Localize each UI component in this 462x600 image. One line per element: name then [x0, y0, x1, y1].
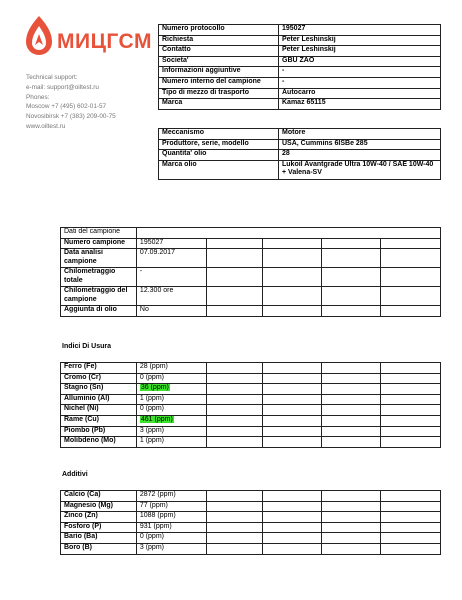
table-row	[159, 129, 441, 140]
empty-cell	[206, 437, 262, 448]
table-row	[61, 426, 441, 437]
value-text: No	[139, 306, 149, 314]
row-label: Piombo (Pb)	[61, 426, 137, 437]
value-text: 1088 (ppm)	[139, 512, 176, 520]
table-row	[159, 150, 441, 161]
empty-cell	[206, 238, 262, 249]
empty-cell	[381, 491, 441, 502]
empty-cell	[322, 363, 381, 374]
empty-cell	[262, 306, 322, 317]
value-text: 28 (ppm)	[139, 363, 168, 370]
empty-cell	[381, 501, 441, 512]
empty-cell	[381, 405, 441, 416]
row-value: -	[279, 67, 441, 78]
value-text: 195027	[139, 238, 164, 246]
table-row	[61, 522, 441, 533]
empty-cell	[206, 363, 262, 374]
empty-cell	[381, 268, 441, 287]
empty-cell	[206, 287, 262, 306]
row-label: Informazioni aggiuntive	[159, 67, 279, 78]
row-label: Numero campione	[61, 238, 137, 249]
empty-cell	[206, 533, 262, 544]
empty-cell	[322, 491, 381, 502]
value-text: -	[139, 268, 143, 276]
row-value	[136, 426, 206, 437]
empty-cell	[262, 394, 322, 405]
highlighted-value: 36 (ppm)	[140, 384, 169, 392]
empty-cell	[206, 543, 262, 554]
row-value	[136, 522, 206, 533]
empty-cell	[206, 501, 262, 512]
empty-cell	[322, 306, 381, 317]
empty-cell	[206, 405, 262, 416]
empty-cell	[206, 512, 262, 523]
empty-cell	[381, 306, 441, 317]
contact-line: Novosibirsk +7 (383) 209-00-75	[26, 113, 116, 121]
empty-cell	[262, 426, 322, 437]
row-value	[136, 415, 206, 426]
row-value: Peter Leshinskij	[279, 46, 441, 57]
value-text: 1 (ppm)	[139, 437, 164, 445]
empty-cell	[206, 426, 262, 437]
row-label: Calcio (Ca)	[61, 491, 137, 502]
empty-cell	[206, 491, 262, 502]
row-value	[136, 306, 206, 317]
row-label: Fosforo (P)	[61, 522, 137, 533]
contact-line: Moscow +7 (495) 602-01-57	[26, 103, 107, 111]
empty-cell	[262, 543, 322, 554]
row-value: 28	[279, 150, 441, 161]
row-label: Chilometraggio del campione	[61, 287, 137, 306]
table-row	[159, 139, 441, 150]
row-value	[136, 268, 206, 287]
wear-section-title: Indici Di Usura	[62, 343, 112, 350]
row-label: Numero protocollo	[159, 25, 279, 36]
additives-table	[60, 490, 441, 555]
empty-cell	[381, 543, 441, 554]
empty-cell	[262, 363, 322, 374]
table-row	[61, 394, 441, 405]
empty-cell	[322, 533, 381, 544]
table-row	[61, 287, 441, 306]
value-text: 07.09.2017	[139, 249, 175, 257]
contact-line: www.oiltest.ru	[26, 122, 66, 130]
additives-section-title: Additivi	[62, 471, 88, 478]
empty-cell	[206, 268, 262, 287]
brand-logo	[24, 14, 164, 64]
empty-cell	[322, 522, 381, 533]
value-text: 12.300 ore	[139, 287, 174, 295]
empty-cell	[262, 249, 322, 268]
value-text: 2872 (ppm)	[139, 491, 176, 498]
row-value	[136, 238, 206, 249]
empty-cell	[381, 363, 441, 374]
empty-cell	[381, 384, 441, 395]
protocol-info-table	[158, 24, 441, 110]
table-row	[61, 415, 441, 426]
empty-cell	[262, 287, 322, 306]
value-text: 3 (ppm)	[139, 543, 164, 551]
contact-line: e-mail: support@oiltest.ru	[26, 83, 99, 91]
empty-cell	[381, 287, 441, 306]
row-label: Marca olio	[159, 160, 279, 179]
empty-cell	[262, 491, 322, 502]
table-title: Dati del campione	[61, 228, 137, 239]
empty-cell	[136, 228, 440, 239]
row-value: Peter Leshinskij	[279, 35, 441, 46]
row-label: Produttore, serie, modello	[159, 139, 279, 150]
empty-cell	[322, 415, 381, 426]
empty-cell	[381, 415, 441, 426]
empty-cell	[381, 249, 441, 268]
empty-cell	[322, 501, 381, 512]
row-label: Stagno (Sn)	[61, 384, 137, 395]
empty-cell	[322, 437, 381, 448]
row-label: Boro (B)	[61, 543, 137, 554]
empty-cell	[322, 268, 381, 287]
empty-cell	[206, 249, 262, 268]
empty-cell	[322, 426, 381, 437]
row-label: Magnesio (Mg)	[61, 501, 137, 512]
row-value	[136, 543, 206, 554]
row-value	[136, 384, 206, 395]
empty-cell	[262, 522, 322, 533]
row-value: Lukoil Avantgrade Ultra 10W-40 / SAE 10W-40 + Valena-SV	[279, 160, 441, 179]
value-text: 3 (ppm)	[139, 426, 164, 434]
empty-cell	[322, 394, 381, 405]
empty-cell	[322, 512, 381, 523]
flame-drop-icon	[24, 14, 54, 60]
empty-cell	[262, 238, 322, 249]
row-label: Nichel (Ni)	[61, 405, 137, 416]
row-label: Rame (Cu)	[61, 415, 137, 426]
engine-info-table	[158, 128, 441, 180]
value-text: 0 (ppm)	[139, 405, 164, 413]
empty-cell	[322, 238, 381, 249]
empty-cell	[206, 415, 262, 426]
row-value: Kamaz 65115	[279, 99, 441, 110]
table-row	[61, 384, 441, 395]
empty-cell	[262, 384, 322, 395]
empty-cell	[381, 437, 441, 448]
row-value	[136, 287, 206, 306]
empty-cell	[262, 533, 322, 544]
empty-cell	[262, 415, 322, 426]
value-text: 1 (ppm)	[139, 394, 164, 402]
row-label: Bario (Ba)	[61, 533, 137, 544]
row-label: Aggiunta di olio	[61, 306, 137, 317]
highlighted-value: 461 (ppm)	[140, 415, 173, 423]
row-value	[136, 437, 206, 448]
row-label: Tipo di mezzo di trasporto	[159, 88, 279, 99]
empty-cell	[262, 373, 322, 384]
row-value	[136, 533, 206, 544]
table-row	[61, 373, 441, 384]
empty-cell	[206, 384, 262, 395]
empty-cell	[322, 373, 381, 384]
row-label: Quantita' olio	[159, 150, 279, 161]
empty-cell	[322, 384, 381, 395]
empty-cell	[262, 437, 322, 448]
contacts-block	[26, 73, 158, 132]
table-row	[61, 363, 441, 374]
empty-cell	[206, 306, 262, 317]
table-row	[61, 533, 441, 544]
wear-table	[60, 362, 441, 448]
table-row	[159, 99, 441, 110]
empty-cell	[322, 287, 381, 306]
table-row	[61, 268, 441, 287]
empty-cell	[262, 268, 322, 287]
empty-cell	[381, 533, 441, 544]
empty-cell	[322, 405, 381, 416]
row-label: Meccanismo	[159, 129, 279, 140]
empty-cell	[381, 512, 441, 523]
row-label: Numero interno del campione	[159, 77, 279, 88]
row-value	[136, 405, 206, 416]
empty-cell	[381, 394, 441, 405]
empty-cell	[322, 543, 381, 554]
row-value: USA, Cummins 6ISBe 285	[279, 139, 441, 150]
row-label: Marca	[159, 99, 279, 110]
table-row	[159, 25, 441, 36]
row-value	[136, 373, 206, 384]
table-row	[159, 77, 441, 88]
row-value	[136, 363, 206, 374]
empty-cell	[206, 394, 262, 405]
empty-cell	[206, 522, 262, 533]
empty-cell	[322, 249, 381, 268]
row-value: GBU ZAO	[279, 56, 441, 67]
table-row	[61, 228, 441, 239]
empty-cell	[262, 405, 322, 416]
empty-cell	[381, 238, 441, 249]
table-row	[159, 46, 441, 57]
row-label: Chilometraggio totale	[61, 268, 137, 287]
empty-cell	[381, 373, 441, 384]
empty-cell	[262, 512, 322, 523]
row-value: -	[279, 77, 441, 88]
row-label: Data analisi campione	[61, 249, 137, 268]
empty-cell	[206, 373, 262, 384]
table-row	[61, 491, 441, 502]
empty-cell	[381, 426, 441, 437]
row-value: Motore	[279, 129, 441, 140]
table-row	[61, 501, 441, 512]
contact-line: Phones:	[26, 93, 50, 101]
row-label: Zinco (Zn)	[61, 512, 137, 523]
sample-data-table	[60, 227, 441, 317]
row-label: Cromo (Cr)	[61, 373, 137, 384]
brand-name: МИЦГСМ	[57, 30, 152, 53]
row-value: 195027	[279, 25, 441, 36]
row-label: Richiesta	[159, 35, 279, 46]
empty-cell	[262, 501, 322, 512]
empty-cell	[381, 522, 441, 533]
row-value: Autocarro	[279, 88, 441, 99]
table-row	[159, 56, 441, 67]
row-value	[136, 501, 206, 512]
value-text: 0 (ppm)	[139, 533, 164, 541]
row-label: Contatto	[159, 46, 279, 57]
table-row	[61, 512, 441, 523]
table-row	[159, 160, 441, 179]
row-value	[136, 491, 206, 502]
row-label: Molibdeno (Mo)	[61, 437, 137, 448]
row-value	[136, 394, 206, 405]
table-row	[61, 543, 441, 554]
table-row	[61, 306, 441, 317]
table-row	[61, 238, 441, 249]
table-row	[159, 88, 441, 99]
table-row	[61, 249, 441, 268]
row-label: Alluminio (Al)	[61, 394, 137, 405]
value-text: 77 (ppm)	[139, 501, 168, 509]
row-label: Ferro (Fe)	[61, 363, 137, 374]
row-value	[136, 512, 206, 523]
table-row	[159, 35, 441, 46]
contact-line: Technical support:	[26, 74, 78, 81]
row-value	[136, 249, 206, 268]
value-text: 0 (ppm)	[139, 373, 164, 381]
value-text: 931 (ppm)	[139, 522, 172, 530]
table-row	[61, 437, 441, 448]
table-row	[61, 405, 441, 416]
row-label: Societa'	[159, 56, 279, 67]
table-row	[159, 67, 441, 78]
